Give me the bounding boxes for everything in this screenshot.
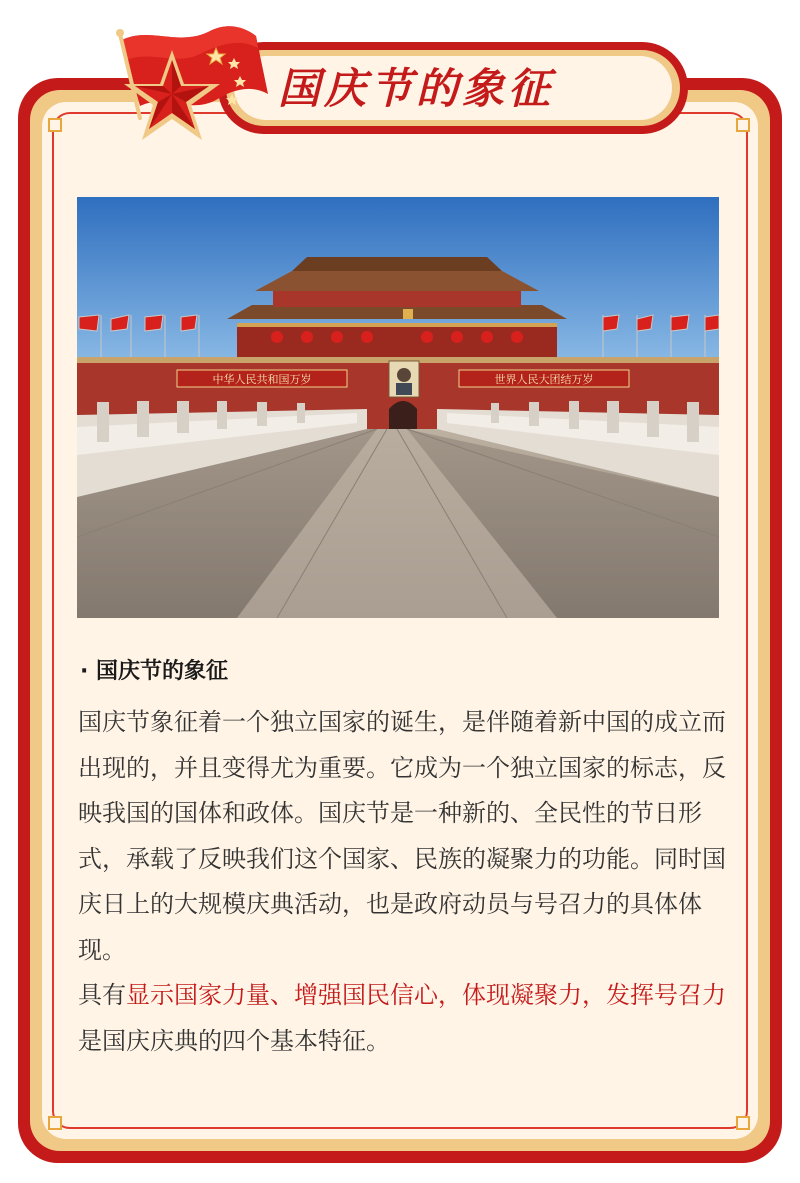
paragraph-2-prefix: 具有 (78, 981, 126, 1009)
section-heading: · 国庆节的象征 (80, 659, 229, 684)
page-title: 国庆节的象征 (278, 64, 555, 113)
highlighted-features: 显示国家力量、增强国民信心，体现凝聚力，发挥号召力 (126, 981, 726, 1009)
corner-square-icon (736, 118, 750, 132)
corner-square-icon (48, 118, 62, 132)
corner-square-icon (48, 1116, 62, 1130)
corner-square-icon (736, 1116, 750, 1130)
body-text (78, 700, 728, 1064)
paragraph-2 (78, 973, 728, 1064)
photo-right-sign: 世界人民大团结万岁 (494, 373, 594, 386)
star-flag-emblem (100, 14, 280, 164)
photo-left-sign: 中华人民共和国万岁 (212, 373, 312, 386)
paragraph-2-suffix: 是国庆庆典的四个基本特征。 (78, 1026, 390, 1055)
paragraph-1: 国庆节象征着一个独立国家的诞生，是伴随着新中国的成立而出现的，并且变得尤为重要。它成为一个独立国家的标志，反映我国的国体和政体。国庆节是一种新的、全民性的节日形式，承载了反映我们这个国家、民族的凝聚力的功能。同时国庆日上的大规模庆典活动，也是政府动员与号召力的具体体现。 (78, 708, 726, 964)
tiananmen-photo (77, 197, 719, 618)
